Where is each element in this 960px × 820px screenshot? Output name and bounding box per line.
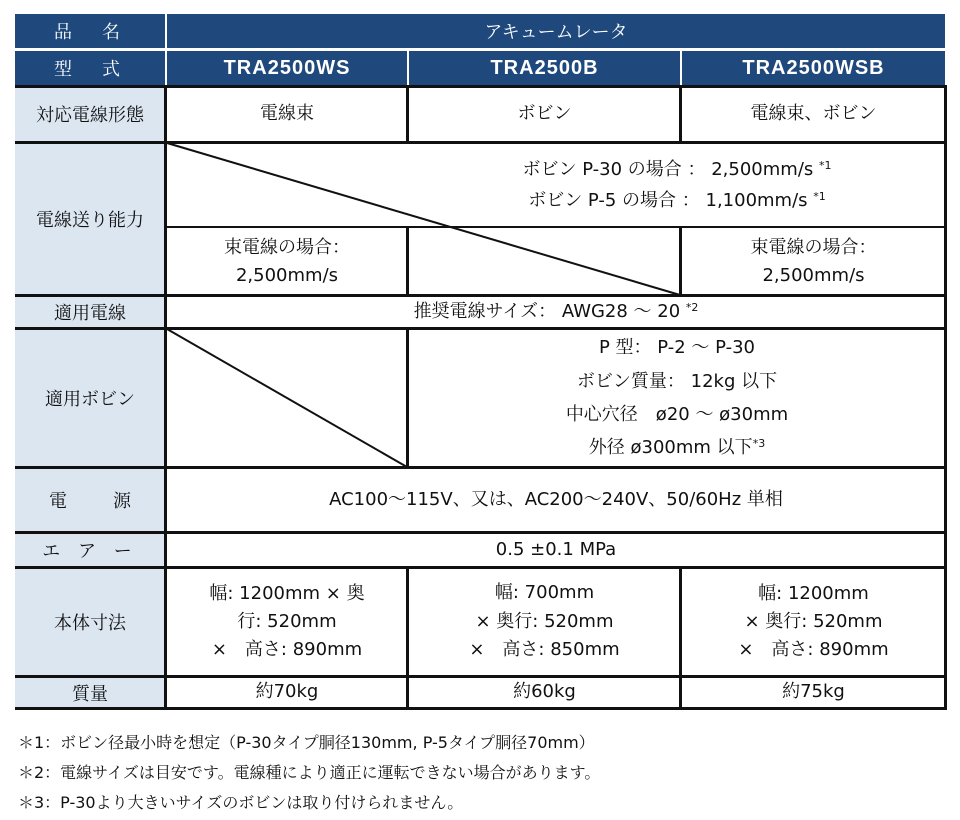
border: [165, 226, 947, 228]
footnote-3: ＊3：P-30より大きいサイズのボビンは取り付けられません。: [18, 793, 464, 812]
cell-text: 2,500mm/s: [762, 265, 865, 286]
cell-text: 電線束: [260, 102, 314, 124]
cell-text: 束電線の場合：: [224, 237, 350, 259]
feed-p30-text: ボビン P-30 の場合 ： 2,500mm/s: [522, 158, 814, 180]
border: [15, 707, 947, 710]
cell-text: 約75kg: [782, 681, 845, 703]
label-text: 質量: [72, 683, 108, 705]
cell-text: 2,500mm/s: [235, 265, 339, 286]
label-text: 適用電線: [54, 303, 126, 324]
model-label-text: 型 式: [54, 59, 126, 80]
cell-text: × 奥行: 520mm: [744, 611, 883, 633]
cell-text: 束電線の場合：: [750, 237, 877, 259]
cell-text: × 奥行: 520mm: [475, 610, 614, 632]
model-name: TRA2500B: [490, 56, 599, 79]
model-name: TRA2500WSB: [742, 56, 885, 79]
cell-text: ボビン: [517, 102, 572, 124]
cell-text: × 高さ: 850mm: [469, 639, 620, 661]
border: [406, 566, 409, 709]
footnote-ref: *1: [819, 158, 832, 172]
cell-text: 推奨電線サイズ： AWG28 ～ 20: [413, 300, 681, 322]
footnote-2: ＊2：電線サイズは目安です。電線種により適正に運転できない場合があります。: [18, 763, 601, 782]
footnote-ref: *3: [752, 437, 766, 451]
border: [15, 566, 947, 569]
border: [15, 675, 947, 678]
footnote-ref: *2: [685, 300, 699, 314]
border: [164, 85, 167, 710]
cell-text: 幅: 1200mm × 奥: [209, 583, 365, 605]
border: [15, 141, 947, 144]
cell-text: 中心穴径 ø20 ～ ø30mm: [565, 404, 789, 425]
label-text: 電 源: [49, 491, 145, 512]
border: [944, 85, 947, 710]
cell-text: ボビン質量： 12kg 以下: [576, 370, 778, 392]
border: [679, 566, 682, 709]
cell-text: 0.5 ±0.1 MPa: [495, 538, 617, 560]
cell-text: 幅: 700mm: [494, 581, 595, 603]
footnote-ref: *1: [813, 190, 826, 203]
cell-text: 行: 520mm: [237, 611, 337, 633]
cell-text: 外径 ø300mm 以下: [588, 437, 753, 459]
cell-text: 約60kg: [513, 681, 576, 703]
border: [679, 85, 682, 143]
label-text: 本体寸法: [54, 613, 126, 634]
cell-text: 約70kg: [255, 681, 319, 703]
product-name-text: アキュームレータ: [484, 22, 628, 43]
border: [406, 227, 409, 296]
border: [15, 466, 947, 469]
border: [15, 85, 947, 88]
border: [679, 227, 682, 296]
feed-p5-text: ボビン P-5 の場合 ： 1,100mm/s: [528, 190, 808, 211]
cell-text: P 型： P-2 ～ P-30: [598, 337, 755, 359]
bobbin-diagonal: [167, 329, 407, 467]
border: [15, 531, 947, 534]
model-name: TRA2500WS: [223, 56, 351, 79]
label-text: 適用ボビン: [45, 389, 135, 410]
cell-text: × 高さ: 890mm: [738, 638, 889, 660]
label-text: 対応電線形態: [36, 105, 144, 126]
label-text: 電線送り能力: [36, 210, 144, 231]
border: [15, 327, 947, 330]
footnote-1: ＊1：ボビン径最小時を想定（P-30タイプ胴径130mm, P-5タイプ胴径70mm）: [18, 733, 595, 752]
cell-text: 電線束、ボビン: [750, 102, 877, 124]
border: [406, 327, 409, 468]
cell-text: × 高さ: 890mm: [211, 638, 363, 660]
product-name-label-text: 品 名: [54, 22, 126, 43]
feed-capacity-diagonal: [167, 143, 680, 295]
border: [406, 85, 409, 143]
border: [15, 294, 947, 297]
footnotes: [18, 728, 600, 818]
cell-text: 幅: 1200mm: [758, 583, 869, 605]
cell-text: AC100～115V、又は、AC200～240V、50/60Hz 単相: [329, 488, 783, 510]
label-text: エ ア ー: [42, 541, 138, 562]
